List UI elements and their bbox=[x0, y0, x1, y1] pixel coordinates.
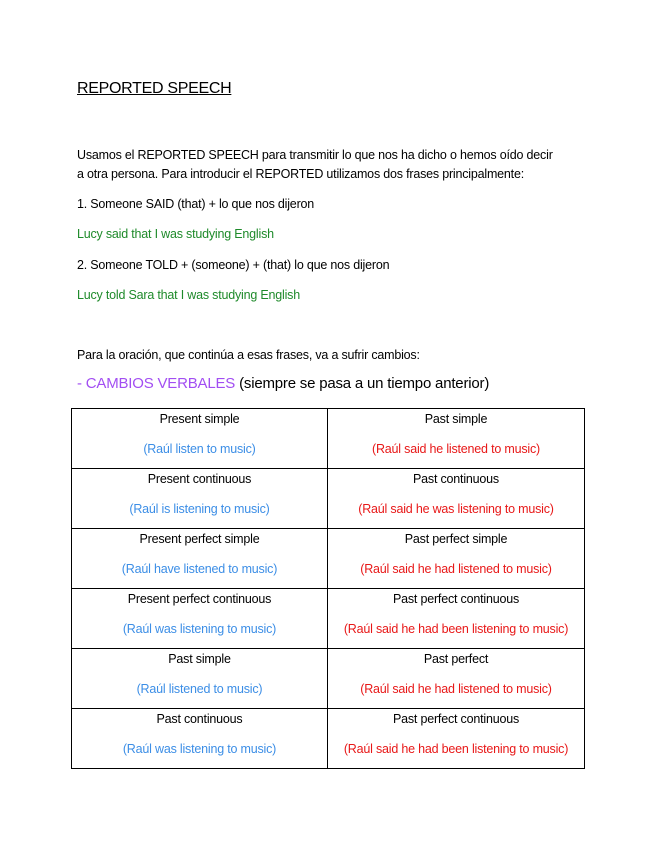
present-tense-cell bbox=[72, 649, 328, 709]
table-row bbox=[72, 409, 585, 469]
present-tense-example: (Raúl was listening to music) bbox=[122, 622, 277, 636]
intro-line-1: Usamos el REPORTED SPEECH para transmitir lo que nos ha dicho o hemos oído decir bbox=[77, 148, 553, 162]
past-tense-example: (Raúl said he had listened to music) bbox=[360, 562, 552, 576]
present-tense-label: Present perfect simple bbox=[139, 532, 260, 546]
present-tense-example: (Raúl listened to music) bbox=[136, 682, 263, 696]
past-tense-label: Past perfect bbox=[423, 652, 489, 666]
changes-intro: Para la oración, que continúa a esas frases, va a sufrir cambios: bbox=[77, 348, 420, 362]
present-tense-cell bbox=[72, 469, 328, 529]
past-tense-label: Past perfect continuous bbox=[392, 712, 520, 726]
past-tense-example: (Raúl said he listened to music) bbox=[372, 442, 540, 456]
table-row bbox=[72, 469, 585, 529]
past-tense-cell bbox=[328, 529, 585, 589]
past-tense-cell bbox=[328, 709, 585, 769]
present-tense-cell bbox=[72, 409, 328, 469]
present-tense-label: Present simple bbox=[159, 412, 240, 426]
verb-tense-table bbox=[71, 408, 585, 769]
rule-said-pattern: 1. Someone SAID (that) + lo que nos dijeron bbox=[77, 197, 315, 211]
table-row bbox=[72, 589, 585, 649]
table-row bbox=[72, 529, 585, 589]
past-tense-cell bbox=[328, 469, 585, 529]
present-tense-example: (Raúl listen to music) bbox=[143, 442, 256, 456]
rule-said-example: Lucy said that I was studying English bbox=[77, 227, 274, 241]
table-row bbox=[72, 709, 585, 769]
present-tense-label: Present perfect continuous bbox=[127, 592, 272, 606]
section-heading-highlight: - CAMBIOS VERBALES bbox=[77, 375, 236, 392]
page-title: REPORTED SPEECH bbox=[77, 80, 232, 97]
past-tense-label: Past perfect simple bbox=[404, 532, 508, 546]
past-tense-cell bbox=[328, 409, 585, 469]
present-tense-example: (Raúl was listening to music) bbox=[122, 742, 277, 756]
past-tense-label: Past perfect continuous bbox=[392, 592, 520, 606]
past-tense-example: (Raúl said he had been listening to music) bbox=[343, 622, 569, 636]
past-tense-example: (Raúl said he had been listening to music) bbox=[343, 742, 569, 756]
past-tense-example: (Raúl said he had listened to music) bbox=[360, 682, 552, 696]
intro-line-2: a otra persona. Para introducir el REPORTED utilizamos dos frases principalmente: bbox=[77, 167, 524, 181]
rule-told-example: Lucy told Sara that I was studying English bbox=[77, 288, 300, 302]
past-tense-cell bbox=[328, 589, 585, 649]
past-tense-example: (Raúl said he was listening to music) bbox=[358, 502, 554, 516]
present-tense-label: Past simple bbox=[168, 652, 231, 666]
present-tense-label: Past continuous bbox=[156, 712, 243, 726]
section-heading-rest: (siempre se pasa a un tiempo anterior) bbox=[235, 375, 490, 392]
present-tense-cell bbox=[72, 709, 328, 769]
past-tense-label: Past simple bbox=[424, 412, 488, 426]
table-row bbox=[72, 649, 585, 709]
present-tense-cell bbox=[72, 529, 328, 589]
present-tense-label: Present continuous bbox=[147, 472, 252, 486]
past-tense-cell bbox=[328, 649, 585, 709]
rule-told-pattern: 2. Someone TOLD + (someone) + (that) lo que nos dijeron bbox=[77, 258, 390, 272]
present-tense-cell bbox=[72, 589, 328, 649]
past-tense-label: Past continuous bbox=[413, 472, 499, 486]
present-tense-example: (Raúl is listening to music) bbox=[129, 502, 270, 516]
present-tense-example: (Raúl have listened to music) bbox=[121, 562, 278, 576]
section-heading bbox=[77, 375, 489, 392]
